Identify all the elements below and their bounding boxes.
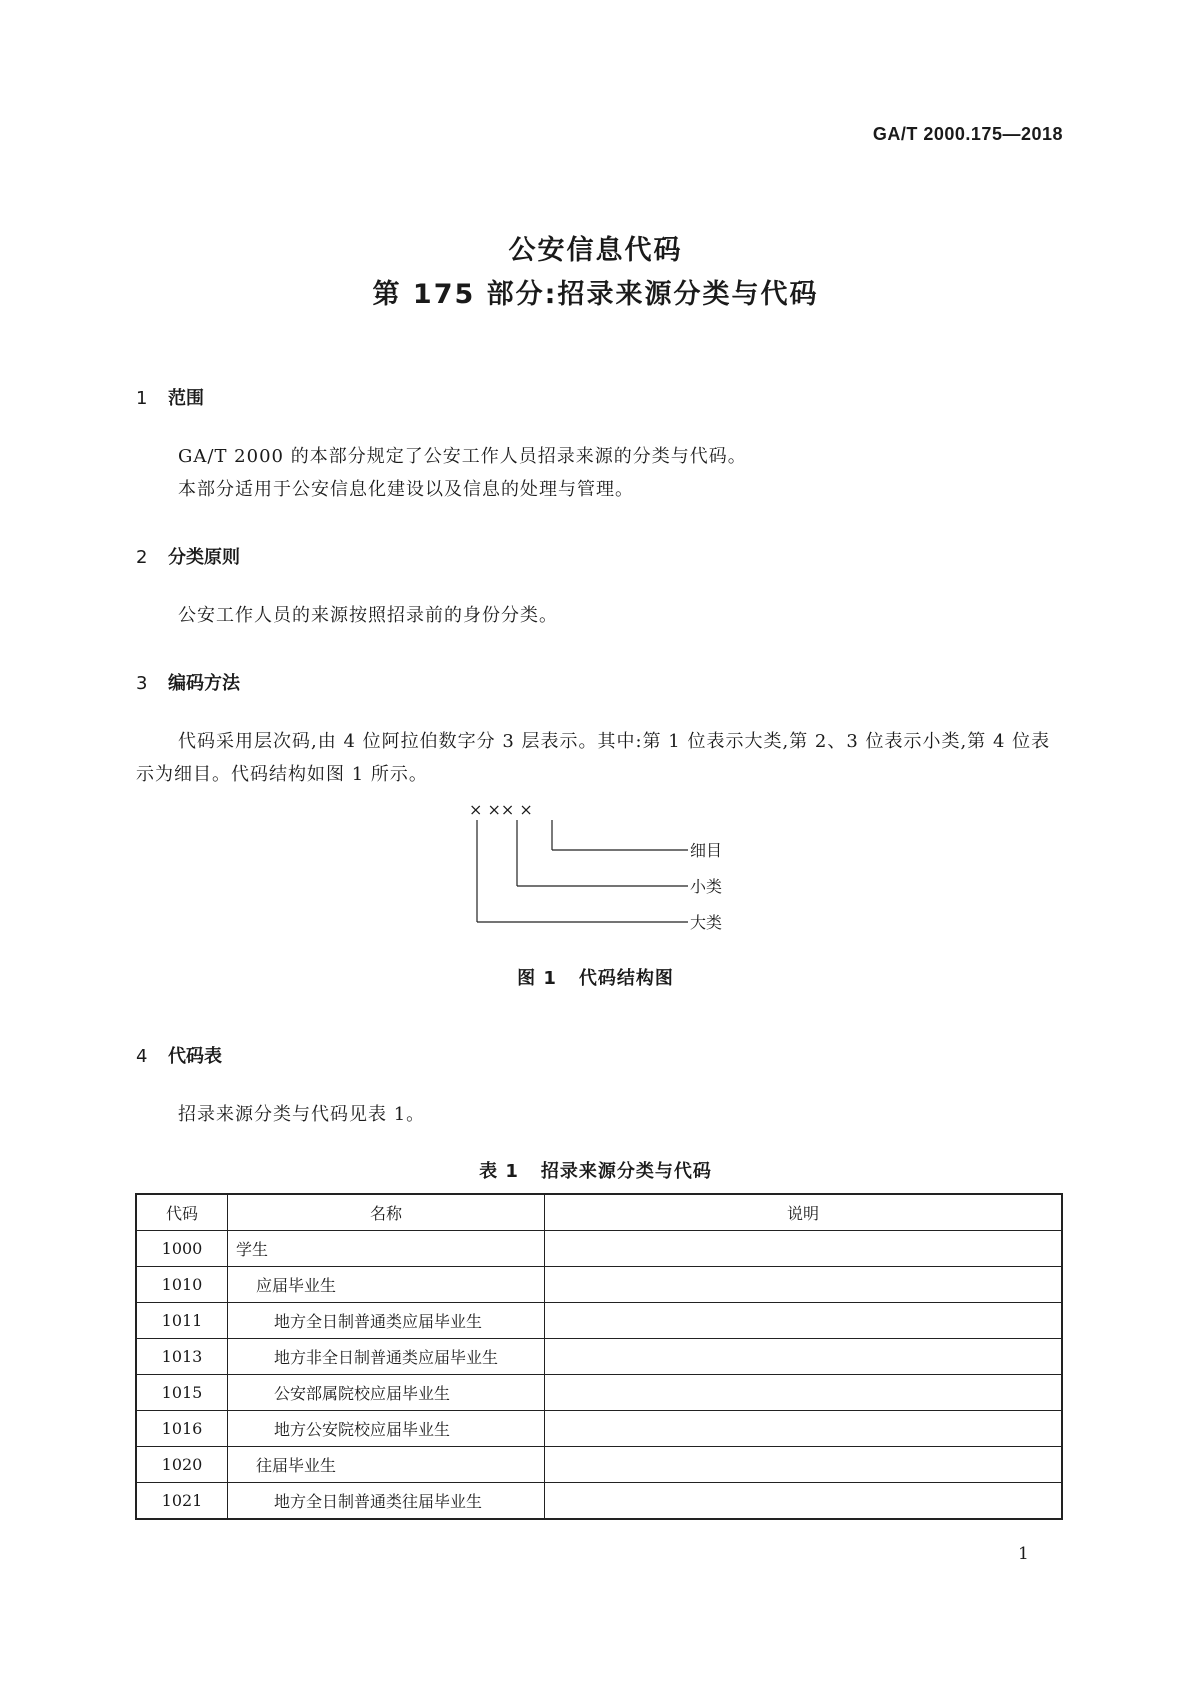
cell-name: 学生 [228, 1231, 545, 1267]
cell-description [545, 1447, 1063, 1483]
cell-name: 应届毕业生 [228, 1267, 545, 1303]
table-row [136, 1267, 1062, 1303]
section-3-heading [136, 669, 240, 695]
cell-code: 1010 [136, 1267, 228, 1303]
diagram-symbols: × ×× × [469, 800, 533, 819]
section-2-heading [136, 543, 240, 569]
figure-caption-text: 代码结构图 [578, 968, 674, 989]
section-number: 2 [136, 547, 148, 568]
label-class: 大类 [690, 913, 723, 932]
section-2-paragraph-1: 公安工作人员的来源按照招录前的身份分类。 [178, 605, 558, 626]
table-caption-number: 表 1 [479, 1161, 519, 1182]
cell-code: 1000 [136, 1231, 228, 1267]
document-title: 公安信息代码 [508, 235, 683, 266]
table-row [136, 1375, 1062, 1411]
document-subtitle: 第 175 部分:招录来源分类与代码 [372, 279, 819, 310]
section-4-paragraph-1: 招录来源分类与代码见表 1。 [178, 1104, 426, 1125]
table-row [136, 1303, 1062, 1339]
cell-description [545, 1375, 1063, 1411]
cell-name: 地方非全日制普通类应届毕业生 [228, 1339, 545, 1375]
cell-name: 往届毕业生 [228, 1447, 545, 1483]
section-1-paragraph-2: 本部分适用于公安信息化建设以及信息的处理与管理。 [178, 479, 634, 500]
cell-code: 1015 [136, 1375, 228, 1411]
section-3-paragraph-1: 代码采用层次码,由 4 位阿拉伯数字分 3 层表示。其中:第 1 位表示大类,第 2、3 位表示小类,第 4 位表示为细目。代码结构如图 1 所示。 [136, 731, 1051, 785]
cell-code: 1016 [136, 1411, 228, 1447]
cell-description [545, 1267, 1063, 1303]
code-structure-diagram [460, 798, 723, 938]
cell-description [545, 1411, 1063, 1447]
cell-name: 地方全日制普通类应届毕业生 [228, 1303, 545, 1339]
cell-name: 公安部属院校应届毕业生 [228, 1375, 545, 1411]
cell-name: 地方公安院校应届毕业生 [228, 1411, 545, 1447]
cell-code: 1021 [136, 1483, 228, 1520]
table-caption [0, 1157, 1191, 1183]
cell-description [545, 1483, 1063, 1520]
section-number: 3 [136, 673, 148, 694]
section-number: 1 [136, 388, 148, 409]
section-title: 代码表 [168, 1046, 222, 1067]
cell-description [545, 1339, 1063, 1375]
table-caption-text: 招录来源分类与代码 [540, 1161, 712, 1182]
header-description: 说明 [545, 1194, 1063, 1231]
cell-description [545, 1303, 1063, 1339]
header-name: 名称 [228, 1194, 545, 1231]
section-title: 范围 [168, 388, 204, 409]
figure-caption-number: 图 1 [517, 968, 557, 989]
section-1-heading [136, 384, 204, 410]
cell-description [545, 1231, 1063, 1267]
standard-code: GA/T 2000.175—2018 [872, 124, 1063, 144]
table-row [136, 1339, 1062, 1375]
section-4-heading [136, 1042, 222, 1068]
figure-caption [0, 964, 1191, 990]
section-title: 编码方法 [168, 673, 240, 694]
section-number: 4 [136, 1046, 148, 1067]
cell-name: 地方全日制普通类往届毕业生 [228, 1483, 545, 1520]
label-subclass: 小类 [690, 877, 723, 896]
table-row [136, 1411, 1062, 1447]
cell-code: 1013 [136, 1339, 228, 1375]
section-title: 分类原则 [168, 547, 240, 568]
section-1-paragraph-1: GA/T 2000 的本部分规定了公安工作人员招录来源的分类与代码。 [178, 446, 747, 467]
cell-code: 1011 [136, 1303, 228, 1339]
code-table [135, 1193, 1063, 1520]
header-code: 代码 [136, 1194, 228, 1231]
table-row [136, 1231, 1062, 1267]
cell-code: 1020 [136, 1447, 228, 1483]
table-header-row [136, 1194, 1062, 1231]
table-row [136, 1483, 1062, 1520]
page-number: 1 [1018, 1544, 1029, 1564]
table-row [136, 1447, 1062, 1483]
label-detail: 细目 [690, 841, 723, 860]
